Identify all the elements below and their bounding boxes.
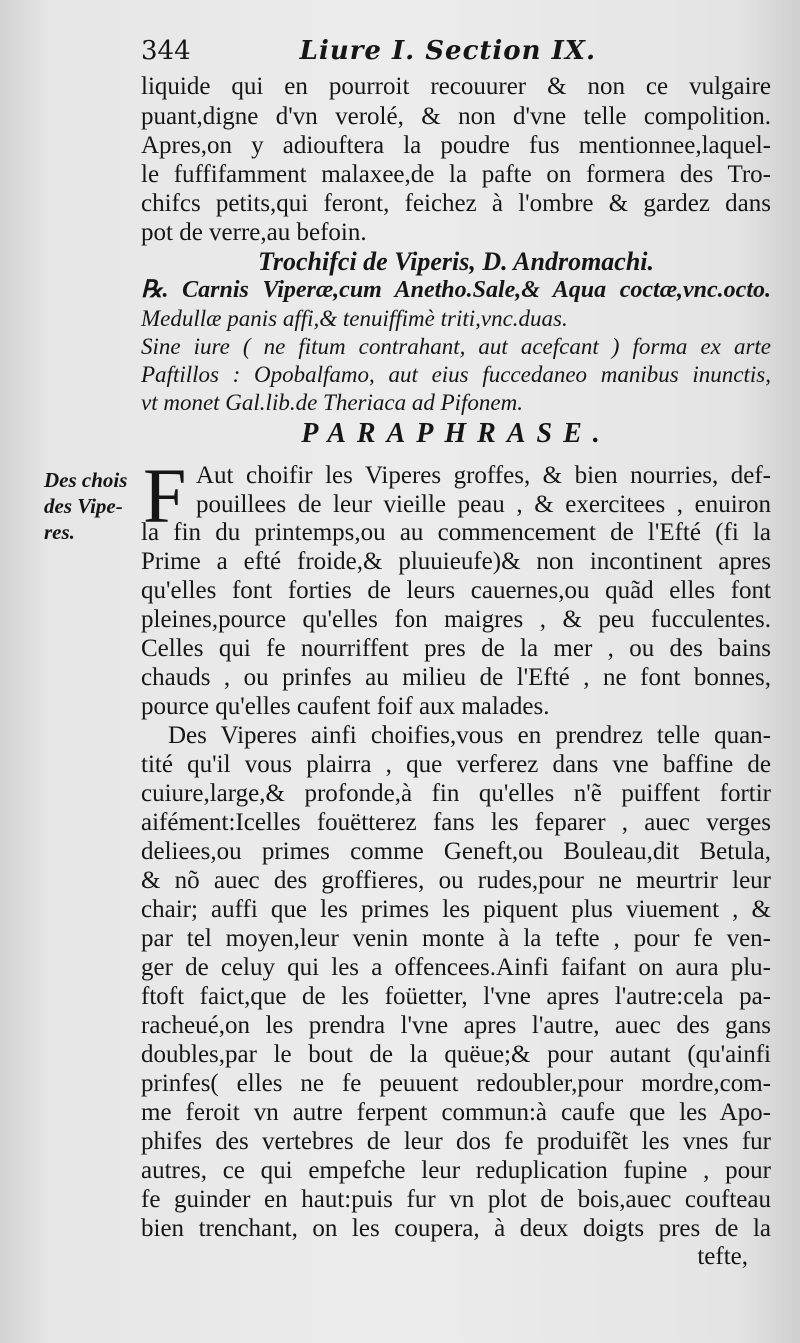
text-line: ftoft faict,que de les foüetter, l'vne apres l'autre:cela pa- (141, 983, 771, 1010)
text-line: deliees,ou primes comme Geneft,ou Bouleau,dit Betula, (141, 838, 771, 865)
text-line: Apres,on y adiouftera la poudre fus mentionnee,laquel- (141, 132, 771, 159)
text-line: racheué,on les prendra l'vne apres l'autre, auec des gans (141, 1012, 771, 1039)
text-line: la fin du printemps,ou au commencement de l'Efté (fi la (141, 519, 771, 546)
text-line: pource qu'elles caufent foif aux malades. (141, 693, 550, 720)
text-line: doubles,par le bout de la quëue;& pour autant (qu'ainfi (141, 1041, 771, 1068)
text-line: cuiure,large,& profonde,à fin qu'elles n'ẽ puiffent fortir (141, 780, 771, 807)
text-line: chair; auffi que les primes les piquent plus viuement , & (141, 896, 771, 923)
text-line: pleines,pource qu'elles fon maigres , & peu fucculentes. (141, 606, 771, 633)
text-line: phifes des vertebres de leur dos fe produifẽt les vnes fur (141, 1128, 771, 1155)
text-line: pouillees de leur vieille peau , & exercitees , enuiron (196, 491, 771, 518)
drop-cap: F (143, 452, 187, 539)
recipe-line: Paftillos : Opobalfamo, aut eius fuccedaneo manibus inunctis, (141, 362, 771, 387)
recipe-line: vt monet Gal.lib.de Theriaca ad Pifonem. (141, 390, 523, 415)
text-line: liquide qui en pourroit recouurer & non ce vulgaire (141, 73, 771, 100)
recipe-line: Sine iure ( ne fitum contrahant, aut acefcant ) forma ex arte (141, 334, 771, 359)
recipe-title: Trochifci de Viperis, D. Andromachi. (257, 247, 655, 276)
running-head: Liure I. Section IX. (299, 36, 596, 66)
text-line: le fuffifamment malaxee,de la pafte on formera des Tro- (141, 161, 771, 188)
text-line: me feroit vn autre ferpent commun:à caufe que les Apo- (141, 1099, 771, 1126)
page-number: 344 (141, 36, 191, 66)
text-line: fe guinder en haut:puis fur vn plot de bois,auec coufteau (141, 1186, 771, 1213)
text-line: chauds , ou prinfes au milieu de l'Efté , ne font bonnes, (141, 664, 771, 691)
text-line: Aut choifir les Viperes groffes, & bien nourries, def- (196, 462, 771, 489)
page-header (141, 36, 596, 76)
marginal-note-line: res. (44, 520, 75, 544)
text-line: puant,digne d'vn verolé, & non d'vne telle compolition. (141, 103, 771, 130)
recipe-line: Medullæ panis affi,& tenuiffimè triti,vnc.duas. (141, 306, 568, 331)
recipe-line: ℞. Carnis Viperæ,cum Anetho.Sale,& Aqua coctæ,vnc.octo. (141, 277, 771, 303)
marginal-note-line: Des chois (44, 468, 128, 492)
catchword: tefte, (697, 1243, 748, 1270)
marginal-note (44, 467, 139, 545)
text-line: pot de verre,au befoin. (141, 219, 367, 246)
text-line: Celles qui fe nourriffent pres de la mer , ou des bains (141, 635, 771, 662)
text-line: par tel moyen,leur venin monte à la tefte , pour fe ven- (141, 925, 771, 952)
text-line: Des Viperes ainfi choifies,vous en prendrez telle quan- (168, 722, 771, 749)
text-line: autres, ce qui empefche leur reduplication fupine , pour (141, 1157, 771, 1184)
text-line: prinfes( elles ne fe peuuent redoubler,pour mordre,com- (141, 1070, 771, 1097)
text-line: qu'elles font forties de leurs cauernes,ou quãd elles font (141, 577, 771, 604)
text-line: ger de celuy qui les a offencees.Ainfi faifant on aura plu- (141, 954, 771, 981)
text-line: & nõ auec des groffieres, ou rudes,pour ne meurtrir leur (141, 867, 771, 894)
section-heading: PARAPHRASE. (301, 418, 611, 449)
text-line: chifcs petits,qui feront, feichez à l'ombre & gardez dans (141, 190, 771, 217)
marginal-note-line: des Vipe- (44, 494, 123, 518)
text-line: aifément:Icelles fouëtterez fans les feparer , auec verges (141, 809, 771, 836)
text-line: Prime a efté froide,& pluuieufe)& non incontinent apres (141, 548, 771, 575)
text-line: bien trenchant, on les coupera, à deux doigts pres de la (141, 1215, 771, 1242)
text-line: tité qu'il vous plairra , que verferez dans vne baffine de (141, 751, 771, 778)
